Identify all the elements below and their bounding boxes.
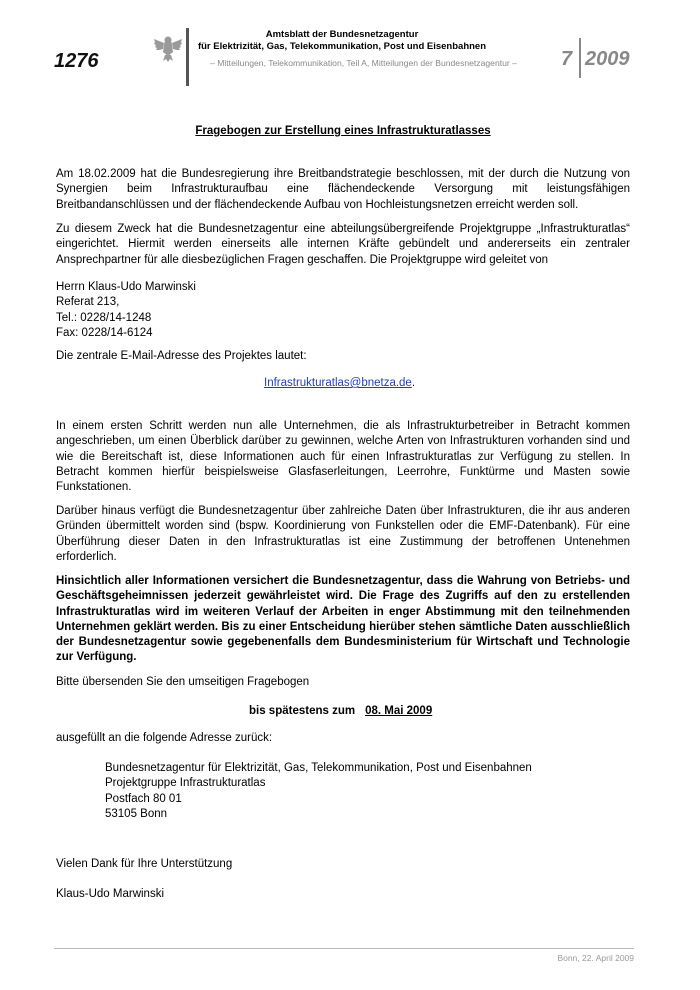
deadline-date: 08. Mai 2009 xyxy=(365,705,433,717)
thanks-text: Vielen Dank für Ihre Unterstützung xyxy=(56,858,233,870)
address-line4: 53105 Bonn xyxy=(105,807,168,820)
document-title: Fragebogen zur Erstellung eines Infrastrukturatlasses xyxy=(195,125,491,137)
email-intro: Die zentrale E-Mail-Adresse des Projektes lautet: xyxy=(56,350,307,362)
footer-divider xyxy=(54,948,634,949)
contact-name: Herrn Klaus-Udo Marwinski xyxy=(56,281,196,293)
return-address xyxy=(105,761,532,822)
address-line2: Projektgruppe Infrastrukturatlas xyxy=(105,777,266,790)
gazette-subtitle: – Mitteilungen, Telekommunikation, Teil A, Mitteilungen der Bundesnetzagentur – xyxy=(210,58,517,68)
contact-fax: Fax: 0228/14-6124 xyxy=(56,326,153,339)
signature-name: Klaus-Udo Marwinski xyxy=(56,888,165,900)
address-line1: Bundesnetzagentur für Elektrizität, Gas, Telekommunikation, Post und Eisenbahnen xyxy=(105,762,532,774)
deadline-label: bis spätestens zum xyxy=(249,705,356,717)
issue-number: 7 xyxy=(561,48,573,70)
gazette-title-line2: für Elektrizität, Gas, Telekommunikation, Post und Eisenbahnen xyxy=(197,40,487,52)
paragraph-confidentiality: Hinsichtlich aller Informationen versichert die Bundesnetzagentur, dass die Wahrung von Betriebs- und Geschäftsgeheimnissen jederzeit gewährleistet wird. Die Frage des Zugriffs auf den zu erstellenden Infrastrukturatlas wird im weiteren Verlauf der Arbeiten in enger Abstimmung mit den teilnehmenden Unternehmen geklärt werden. Bis zu einer Entscheidung hierüber stehen sämtliche Daten ausschließlich der Bundesnetzagentur sowie gegebenenfalls dem Bundesministerium für Wirtschaft und Technologie zur Verfügung. xyxy=(56,575,630,664)
issue-divider xyxy=(579,38,581,78)
issue-year: 2009 xyxy=(585,48,630,70)
contact-office: Referat 213, xyxy=(56,296,120,309)
footer-date: Bonn, 22. April 2009 xyxy=(557,953,634,963)
paragraph-project-group: Zu diesem Zweck hat die Bundesnetzagentur eine abteilungsübergreifende Projektgruppe „Infrastrukturatlas“ eingerichtet. Hiermit werden einerseits alle internen Kräfte gebündelt und andererseits ein zentraler Ansprechpartner für alle diesbezüglichen Fragen geschaffen. Die Projektgruppe wird geleitet von xyxy=(56,223,630,266)
contact-block xyxy=(56,280,630,341)
request-text: Bitte übersenden Sie den umseitigen Fragebogen xyxy=(56,676,310,688)
gazette-title-line1: Amtsblatt der Bundesnetzagentur xyxy=(265,29,419,40)
header-divider xyxy=(186,28,189,86)
paragraph-existing-data: Darüber hinaus verfügt die Bundesnetzagentur über zahlreiche Daten über Infrastrukturen, die ihr aus anderen Gründen übermittelt worden sind (bspw. Koordinierung von Funkstellen oder die EMF-Datenbank). Für eine Überführung dieser Daten in den Infrastrukturatlas ist eine Zustimmung der betroffenen Untenehmen erforderlich. xyxy=(56,505,630,563)
email-period: . xyxy=(411,377,416,389)
email-line xyxy=(264,377,415,389)
deadline xyxy=(249,705,432,717)
paragraph-first-step: In einem ersten Schritt werden nun alle Unternehmen, die als Infrastrukturbetreiber in Betracht kommen angeschrieben, um einen Überblick darüber zu gewinnen, welche Arten von Infrastrukturen vorhanden sind und wie die Bereitschaft ist, diese Informationen auch für einen Infrastrukturatlas zur Verfügung zu stellen. In Betracht kommen hierfür beispielsweise Glasfaserleitungen, Leerrohre, Funktürme und Masten sowie Funkstationen. xyxy=(56,420,630,494)
return-intro: ausgefüllt an die folgende Adresse zurück: xyxy=(56,732,273,744)
page-number: 1276 xyxy=(54,50,99,72)
paragraph-intro: Am 18.02.2009 hat die Bundesregierung ihre Breitbandstrategie beschlossen, mit der durch die Nutzung von Synergien beim Infrastrukturaufbau eine flächendeckende Versorgung mit leistungsfähigen Breitbandanschlüssen und der flächendeckende Aufbau von Hochleistungsnetzen erreicht werden soll. xyxy=(56,168,630,211)
email-link[interactable]: Infrastrukturatlas@bnetza.de xyxy=(264,377,412,389)
address-line3: Postfach 80 01 xyxy=(105,792,182,805)
contact-tel: Tel.: 0228/14-1248 xyxy=(56,311,152,324)
gazette-title xyxy=(192,29,492,52)
federal-eagle-icon xyxy=(153,33,183,63)
